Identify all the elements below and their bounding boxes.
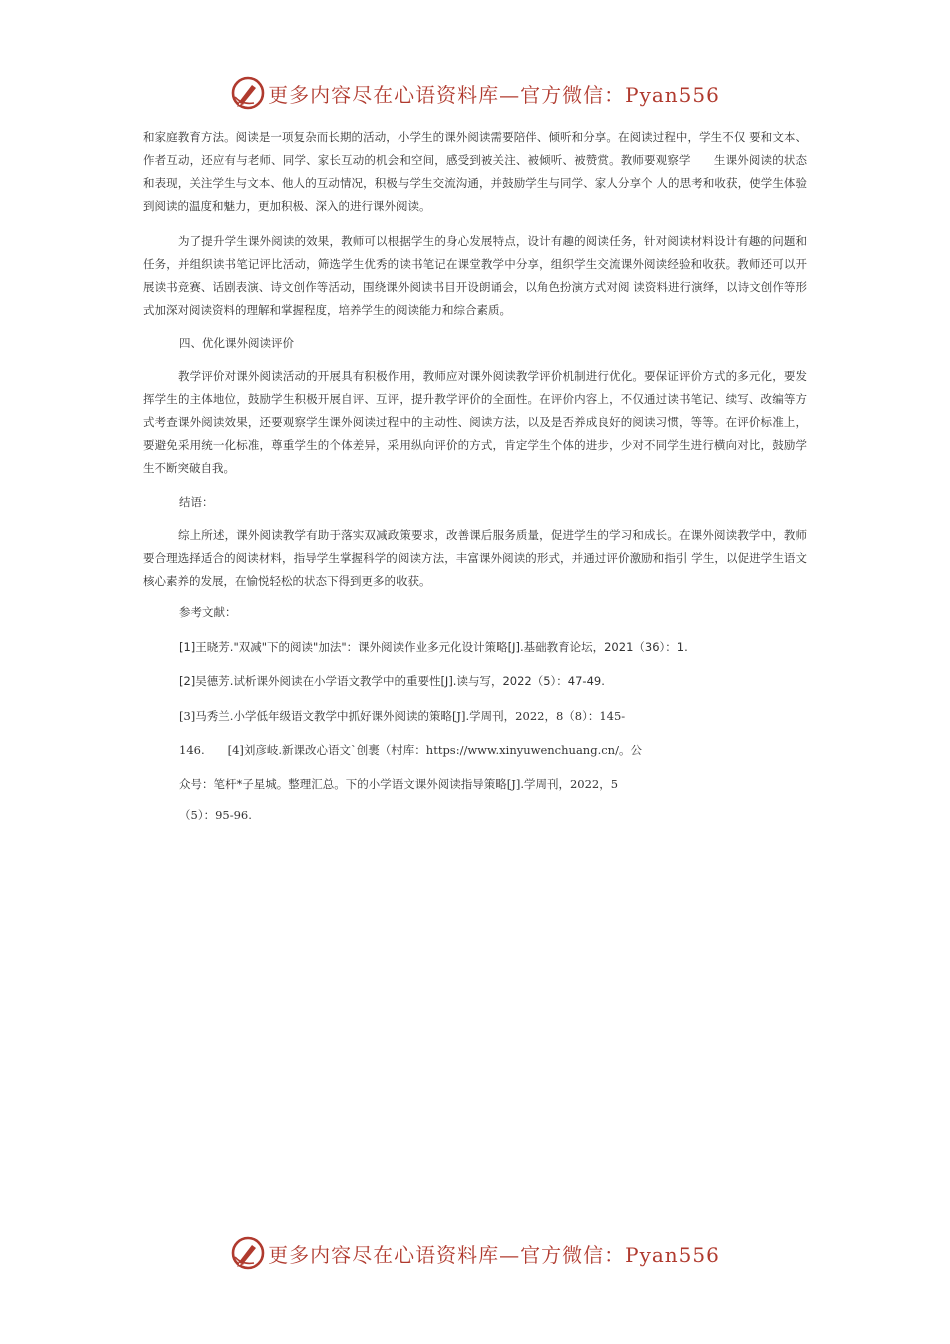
paragraph-evaluation: 教学评价对课外阅读活动的开展具有积极作用，教师应对课外阅读教学评价机制进行优化。要保证评价方式的多元化，要发挥学生的主体地位，鼓励学生积极开展自评、互评，提升教学评价的全面性。在评价内容上，不仅通过读书笔记、续写、改编等方式考查课外阅读效果，还要观察学生课外阅读过程中的主动性、阅读方法，以及是否养成良好的阅读习惯，等等。在评价标准上，要避免采用统一化标准，尊重学生的个体差异，采用纵向评价的方式，肯定学生个体的进步，少对不同学生进行横向对比，鼓励学生不断突破自我。	[143, 369, 807, 475]
reference-3-line-2: 146. [4]刘彦岐.新课改心语文`创裹（村库：https://www.xinyuwenchuang.cn/。公	[179, 743, 642, 757]
reference-1: [1]王晓芳."双减"下的阅读"加法"：课外阅读作业多元化设计策略[J].基础教育论坛，2021（36）：1.	[179, 640, 688, 654]
banner-text: 更多内容尽在心语资料库—官方微信：Pyan556	[268, 1242, 720, 1267]
header-banner	[0, 73, 950, 113]
paragraph-reading-tasks: 为了提升学生课外阅读的效果，教师可以根据学生的身心发展特点，设计有趣的阅读任务，针对阅读材料设计有趣的问题和任务，并组织读书笔记评比活动，筛选学生优秀的读书笔记在课堂教学中分享，组织学生交流课外阅读经验和收获。教师还可以开展读书竞赛、话剧表演、诗文创作等活动，围绕课外阅读书目开设朗诵会，以角色扮演方式对阅 读资料进行演绎，以诗文创作等形式加深对阅读资料的理解和掌握程度，培养学生的阅读能力和综合素质。	[143, 234, 807, 317]
conclusion-heading: 结语：	[179, 495, 214, 509]
pen-logo-icon	[230, 1235, 266, 1271]
section-heading-evaluation: 四、优化课外阅读评价	[179, 336, 294, 350]
paragraph-family-reading: 和家庭教育方法。阅读是一项复杂而长期的活动，小学生的课外阅读需要陪伴、倾听和分享。在阅读过程中，学生不仅 要和文本、作者互动，还应有与老师、同学、家长互动的机会和空间，感受到被关注、被倾听、被赞赏。教师要观察学 生课外阅读的状态和表现，关注学生与文本、他人的互动情况，积极与学生交流沟通，并鼓励学生与同学、家人分享个 人的思考和收获，使学生体验到阅读的温度和魅力，更加积极、深入的进行课外阅读。	[143, 130, 807, 213]
reference-4-line-3: （5）：95-96.	[179, 808, 252, 822]
paragraph-conclusion: 综上所述，课外阅读教学有助于落实双减政策要求，改善课后服务质量，促进学生的学习和成长。在课外阅读教学中，教师要合理选择适合的阅读材料，指导学生掌握科学的阅读方法，丰富课外阅读的形式，并通过评价激励和指引 学生，以促进学生语文核心素养的发展，在愉悦轻松的状态下得到更多的收获。	[143, 528, 807, 588]
pen-logo-icon	[230, 75, 266, 111]
reference-4-line-2: 众号：笔杆*子星城。整理汇总。下的小学语文课外阅读指导策略[J].学周刊，2022，5	[179, 777, 619, 791]
banner-text: 更多内容尽在心语资料库—官方微信：Pyan556	[268, 82, 720, 107]
references-heading: 参考文献：	[179, 605, 237, 619]
reference-2: [2]吴德芳.试析课外阅读在小学语文教学中的重要性[J].读与写，2022（5）：47-49.	[179, 674, 605, 688]
reference-3-line-1: [3]马秀兰.小学低年级语文教学中抓好课外阅读的策略[J].学周刊，2022，8（8）：145-	[179, 709, 626, 723]
footer-banner	[0, 1233, 950, 1273]
